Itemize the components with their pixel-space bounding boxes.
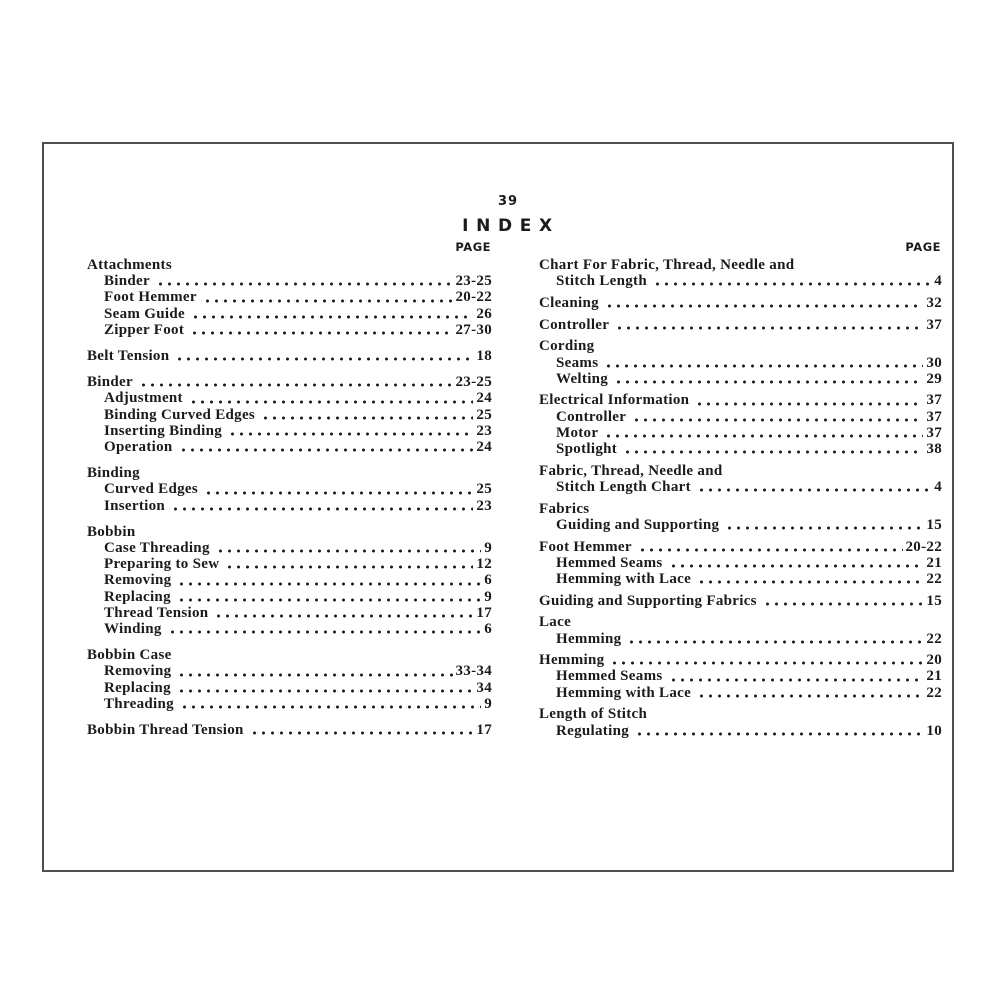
entry-page-number: 15 bbox=[926, 516, 942, 533]
page-title: INDEX bbox=[462, 216, 560, 236]
entry-label: Hemming bbox=[556, 630, 622, 647]
index-entry bbox=[539, 392, 942, 408]
entry-label: Insertion bbox=[104, 497, 166, 514]
dot-leader bbox=[189, 400, 474, 404]
index-group bbox=[539, 295, 942, 311]
entry-label: Length of Stitch bbox=[539, 706, 648, 723]
entry-label: Spotlight bbox=[556, 441, 618, 458]
index-entry bbox=[539, 338, 942, 354]
index-entry bbox=[87, 621, 492, 637]
page-column-header: PAGE bbox=[905, 240, 941, 254]
dot-leader bbox=[216, 549, 481, 553]
index-entry bbox=[539, 295, 942, 311]
dot-leader bbox=[228, 432, 473, 436]
entry-label: Belt Tension bbox=[87, 348, 170, 365]
dot-leader bbox=[653, 282, 931, 286]
index-entry bbox=[539, 517, 942, 533]
index-group bbox=[539, 614, 942, 646]
index-entry bbox=[87, 481, 492, 497]
index-entry bbox=[87, 348, 492, 364]
dot-leader bbox=[214, 614, 473, 618]
index-entry bbox=[539, 668, 942, 684]
dot-leader bbox=[604, 364, 923, 368]
entry-page-number: 23 bbox=[476, 422, 492, 439]
entry-page-number: 25 bbox=[476, 406, 492, 423]
dot-leader bbox=[635, 732, 923, 736]
dot-leader bbox=[177, 598, 481, 602]
index-group bbox=[87, 722, 492, 738]
index-entry bbox=[87, 696, 492, 712]
dot-leader bbox=[627, 640, 923, 644]
dot-leader bbox=[697, 580, 923, 584]
index-entry bbox=[87, 647, 492, 663]
entry-page-number: 6 bbox=[484, 572, 492, 589]
index-group bbox=[539, 593, 942, 609]
index-entry bbox=[539, 479, 942, 495]
entry-page-number: 24 bbox=[476, 439, 492, 456]
dot-leader bbox=[171, 507, 473, 511]
entry-page-number: 20 bbox=[926, 652, 942, 669]
entry-label: Binding Curved Edges bbox=[104, 406, 256, 423]
entry-page-number: 17 bbox=[476, 722, 492, 739]
index-entry bbox=[539, 614, 942, 630]
entry-label: Seams bbox=[556, 354, 599, 371]
index-group bbox=[539, 338, 942, 387]
entry-label: Regulating bbox=[556, 722, 630, 739]
index-entry bbox=[539, 539, 942, 555]
entry-page-number: 23-25 bbox=[455, 374, 492, 391]
entry-label: Chart For Fabric, Thread, Needle and bbox=[539, 257, 795, 273]
entry-label: Hemming bbox=[539, 652, 605, 669]
index-entry bbox=[539, 501, 942, 517]
dot-leader bbox=[179, 448, 474, 452]
entry-page-number: 18 bbox=[476, 348, 492, 365]
dot-leader bbox=[695, 402, 923, 406]
entry-label: Guiding and Supporting Fabrics bbox=[539, 592, 757, 609]
entry-label: Inserting Binding bbox=[104, 422, 223, 439]
index-column-left bbox=[87, 240, 492, 738]
entry-label: Attachments bbox=[87, 257, 172, 273]
index-entry bbox=[87, 605, 492, 621]
page-border bbox=[42, 142, 954, 872]
dot-leader bbox=[605, 304, 923, 308]
index-entry bbox=[539, 409, 942, 425]
index-entry bbox=[87, 572, 492, 588]
entry-label: Replacing bbox=[104, 679, 171, 696]
index-entry bbox=[87, 722, 492, 738]
index-entry bbox=[539, 723, 942, 739]
index-entry bbox=[87, 680, 492, 696]
entry-label: Controller bbox=[539, 316, 610, 333]
entry-label: Thread Tension bbox=[104, 604, 209, 621]
index-entry bbox=[87, 540, 492, 556]
index-entry bbox=[539, 273, 942, 289]
entry-page-number: 37 bbox=[926, 408, 942, 425]
entry-label: Hemmed Seams bbox=[556, 668, 663, 685]
entry-label: Seam Guide bbox=[104, 305, 185, 322]
entry-label: Cording bbox=[539, 338, 595, 355]
index-entry bbox=[87, 589, 492, 605]
dot-leader bbox=[615, 326, 923, 330]
dot-leader bbox=[623, 450, 923, 454]
index-entry bbox=[539, 593, 942, 609]
dot-leader bbox=[763, 602, 924, 606]
entry-page-number: 26 bbox=[476, 305, 492, 322]
index-entry bbox=[87, 390, 492, 406]
entry-label: Binder bbox=[87, 374, 133, 391]
entry-page-number: 21 bbox=[926, 668, 942, 685]
entry-page-number: 9 bbox=[484, 588, 492, 605]
entry-page-number: 6 bbox=[484, 621, 492, 638]
index-entry bbox=[87, 439, 492, 455]
entry-page-number: 17 bbox=[476, 604, 492, 621]
dot-leader bbox=[225, 565, 473, 569]
entry-page-number: 15 bbox=[926, 592, 942, 609]
entry-label: Electrical Information bbox=[539, 392, 690, 409]
index-entry bbox=[87, 556, 492, 572]
entry-page-number: 20-22 bbox=[455, 289, 492, 306]
index-group bbox=[539, 652, 942, 701]
entry-label: Bobbin bbox=[87, 523, 136, 540]
entry-label: Bobbin Thread Tension bbox=[87, 722, 244, 739]
index-entry bbox=[87, 257, 492, 273]
index-entry bbox=[539, 317, 942, 333]
entry-label: Curved Edges bbox=[104, 481, 199, 498]
index-entry bbox=[87, 423, 492, 439]
index-entry bbox=[539, 706, 942, 722]
dot-leader bbox=[156, 282, 453, 286]
entry-label: Replacing bbox=[104, 588, 171, 605]
entry-label: Operation bbox=[104, 439, 173, 456]
entry-page-number: 34 bbox=[476, 679, 492, 696]
entry-page-number: 30 bbox=[926, 354, 942, 371]
entry-label: Cleaning bbox=[539, 294, 599, 311]
dot-leader bbox=[725, 526, 923, 530]
index-entry bbox=[539, 441, 942, 457]
dot-leader bbox=[180, 705, 481, 709]
entry-page-number: 29 bbox=[926, 370, 942, 387]
dot-leader bbox=[638, 548, 903, 552]
entry-label: Removing bbox=[104, 572, 172, 589]
dot-leader bbox=[177, 673, 452, 677]
entry-page-number: 22 bbox=[926, 684, 942, 701]
entry-page-number: 33-34 bbox=[455, 663, 492, 680]
entry-label: Hemmed Seams bbox=[556, 554, 663, 571]
entry-label: Motor bbox=[556, 424, 599, 441]
entry-label: Lace bbox=[539, 614, 572, 631]
dot-leader bbox=[610, 661, 923, 665]
entry-label: Guiding and Supporting bbox=[556, 516, 720, 533]
index-group bbox=[87, 348, 492, 364]
entry-page-number: 24 bbox=[476, 390, 492, 407]
entry-page-number: 22 bbox=[926, 570, 942, 587]
index-entry bbox=[87, 524, 492, 540]
dot-leader bbox=[250, 731, 474, 735]
dot-leader bbox=[191, 315, 473, 319]
index-entry bbox=[87, 465, 492, 481]
dot-leader bbox=[604, 434, 923, 438]
entry-label: Zipper Foot bbox=[104, 321, 185, 338]
entry-label: Stitch Length Chart bbox=[556, 478, 691, 495]
dot-leader bbox=[261, 416, 473, 420]
entry-page-number: 38 bbox=[926, 441, 942, 458]
entry-label: Adjustment bbox=[104, 390, 183, 407]
index-entry bbox=[539, 685, 942, 701]
dot-leader bbox=[614, 380, 923, 384]
entry-page-number: 9 bbox=[484, 540, 492, 557]
dot-leader bbox=[177, 582, 481, 586]
entry-label: Winding bbox=[104, 621, 162, 638]
dot-leader bbox=[697, 694, 923, 698]
dot-leader bbox=[697, 488, 931, 492]
entry-label: Fabric, Thread, Needle and bbox=[539, 462, 723, 479]
entry-label: Removing bbox=[104, 663, 172, 680]
entry-page-number: 27-30 bbox=[455, 321, 492, 338]
entry-page-number: 23 bbox=[476, 497, 492, 514]
entry-label: Preparing to Sew bbox=[104, 556, 220, 573]
index-group bbox=[87, 257, 492, 338]
entry-label: Binder bbox=[104, 273, 150, 290]
index-entry bbox=[539, 425, 942, 441]
index-entry bbox=[87, 273, 492, 289]
dot-leader bbox=[669, 678, 924, 682]
dot-leader bbox=[204, 491, 473, 495]
index-entry bbox=[87, 663, 492, 679]
dot-leader bbox=[177, 689, 474, 693]
entry-page-number: 21 bbox=[926, 554, 942, 571]
index-entry bbox=[539, 631, 942, 647]
index-entry bbox=[87, 322, 492, 338]
entry-label: Controller bbox=[556, 408, 627, 425]
index-group bbox=[539, 257, 942, 289]
index-entry bbox=[539, 371, 942, 387]
index-entry bbox=[87, 374, 492, 390]
entry-label: Foot Hemmer bbox=[104, 289, 197, 306]
index-group bbox=[539, 706, 942, 738]
dot-leader bbox=[632, 418, 923, 422]
index-group bbox=[87, 647, 492, 712]
index-entry bbox=[539, 652, 942, 668]
page-column-header: PAGE bbox=[455, 240, 491, 254]
index-group bbox=[87, 465, 492, 514]
entry-label: Hemming with Lace bbox=[556, 684, 692, 701]
entry-page-number: 37 bbox=[926, 424, 942, 441]
index-entry bbox=[539, 355, 942, 371]
index-column-right bbox=[539, 240, 942, 739]
entry-page-number: 4 bbox=[934, 478, 942, 495]
index-entry bbox=[539, 571, 942, 587]
dot-leader bbox=[203, 299, 453, 303]
entry-label: Case Threading bbox=[104, 540, 210, 557]
entry-page-number: 37 bbox=[926, 316, 942, 333]
entry-label: Foot Hemmer bbox=[539, 538, 632, 555]
index-entry bbox=[539, 555, 942, 571]
entry-label: Stitch Length bbox=[556, 273, 647, 290]
entry-page-number: 32 bbox=[926, 294, 942, 311]
index-group bbox=[539, 392, 942, 457]
dot-leader bbox=[139, 383, 453, 387]
index-entries-right bbox=[539, 257, 942, 739]
entry-label: Hemming with Lace bbox=[556, 570, 692, 587]
entry-label: Welting bbox=[556, 370, 609, 387]
entry-page-number: 22 bbox=[926, 630, 942, 647]
index-group bbox=[539, 501, 942, 533]
entry-page-number: 4 bbox=[934, 273, 942, 290]
index-entry bbox=[87, 498, 492, 514]
index-entry bbox=[539, 463, 942, 479]
entry-page-number: 9 bbox=[484, 695, 492, 712]
dot-leader bbox=[190, 331, 452, 335]
index-group bbox=[539, 463, 942, 495]
dot-leader bbox=[168, 630, 481, 634]
page-number: 39 bbox=[497, 194, 519, 209]
index-group bbox=[87, 524, 492, 637]
entry-page-number: 10 bbox=[926, 722, 942, 739]
entry-label: Bobbin Case bbox=[87, 647, 172, 664]
index-group bbox=[539, 539, 942, 588]
index-entry bbox=[87, 306, 492, 322]
entry-page-number: 12 bbox=[476, 556, 492, 573]
entry-page-number: 20-22 bbox=[905, 538, 942, 555]
entry-label: Threading bbox=[104, 695, 174, 712]
index-entry bbox=[87, 289, 492, 305]
entry-page-number: 23-25 bbox=[455, 273, 492, 290]
index-entry bbox=[87, 407, 492, 423]
index-group bbox=[87, 374, 492, 455]
dot-leader bbox=[669, 564, 924, 568]
entry-label: Binding bbox=[87, 465, 140, 482]
entry-label: Fabrics bbox=[539, 500, 590, 517]
index-entries-left bbox=[87, 257, 492, 738]
index-entry bbox=[539, 257, 942, 273]
index-group bbox=[539, 317, 942, 333]
dot-leader bbox=[175, 357, 473, 361]
entry-page-number: 37 bbox=[926, 392, 942, 409]
entry-page-number: 25 bbox=[476, 481, 492, 498]
